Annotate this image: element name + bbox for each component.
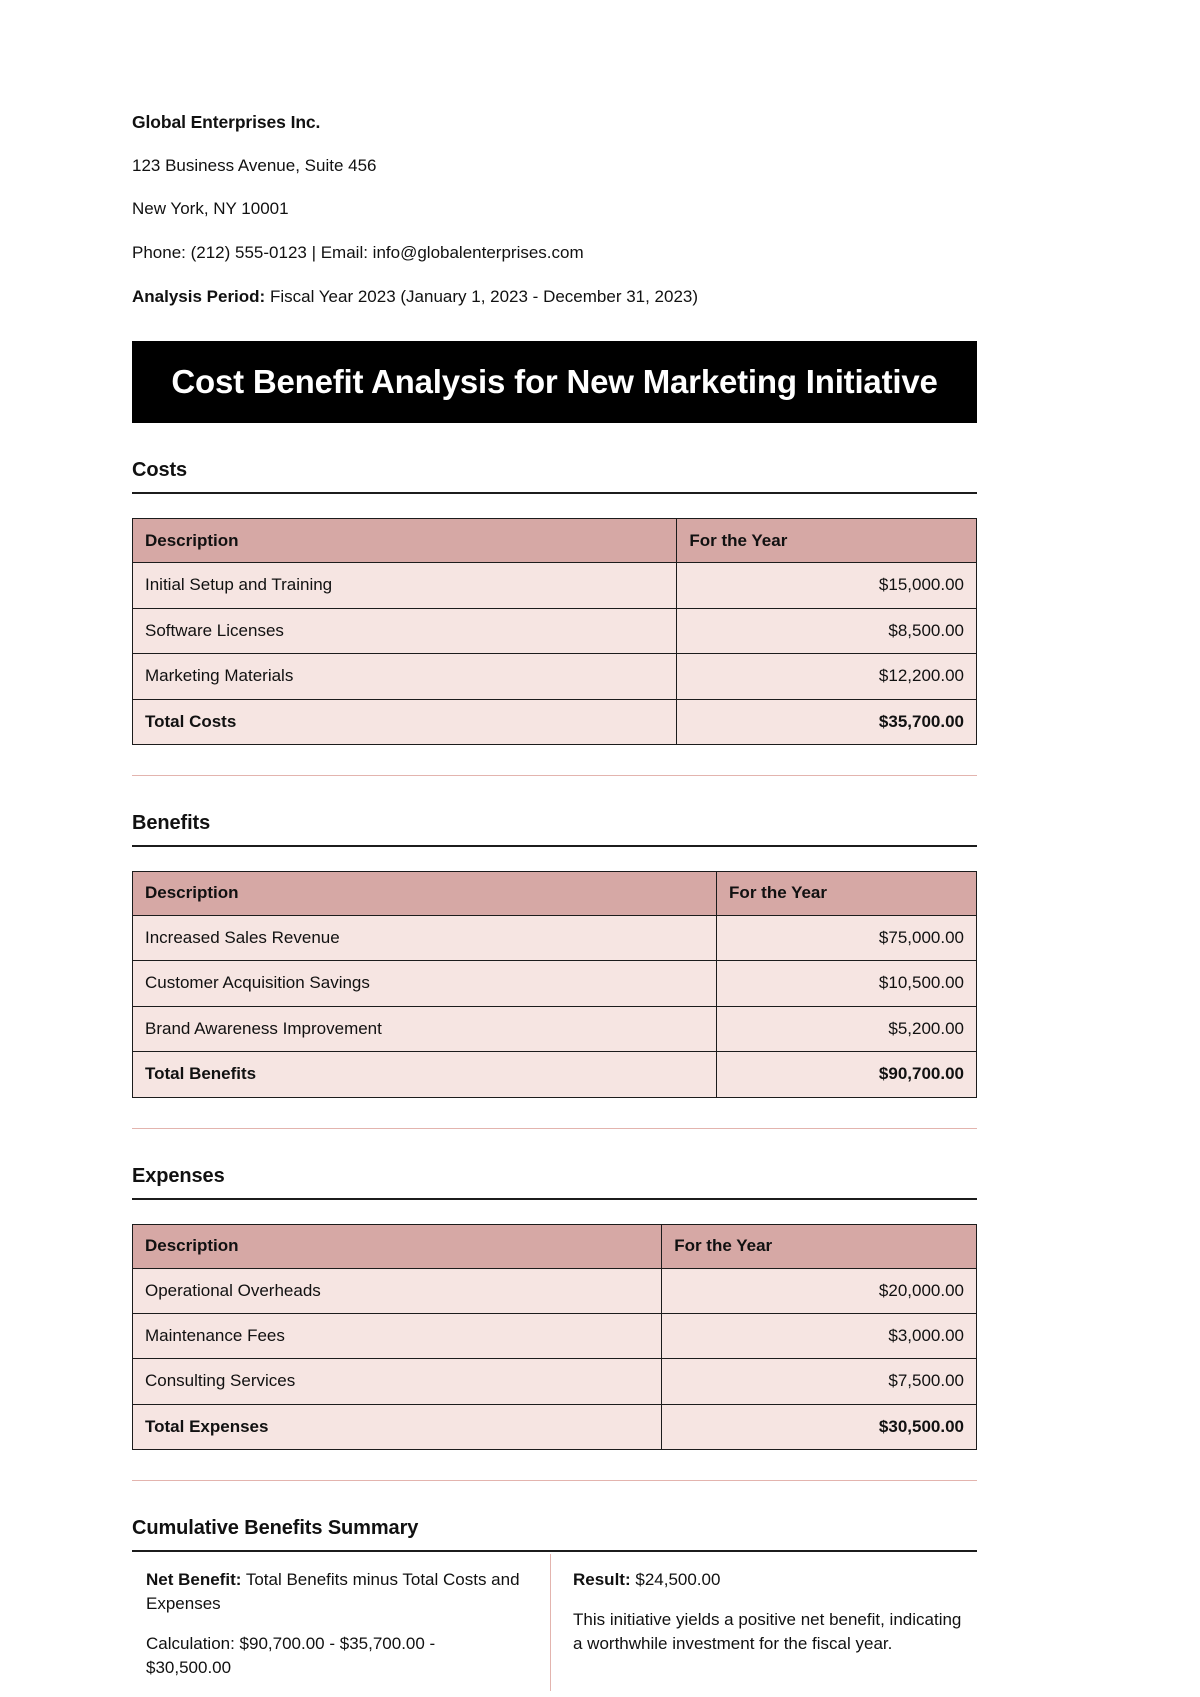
section-summary (132, 1517, 977, 1691)
section-benefits (132, 812, 977, 1129)
result-value: $24,500.00 (635, 1570, 721, 1590)
row-description: Operational Overheads (133, 1268, 662, 1313)
section-divider (132, 775, 977, 776)
costs-table (132, 518, 977, 745)
row-amount: $7,500.00 (662, 1359, 977, 1404)
company-address-street: 123 Business Avenue, Suite 456 (132, 156, 377, 175)
section-rule-benefits (132, 845, 977, 847)
column-header-amount: For the Year (677, 519, 977, 563)
section-rule-costs (132, 492, 977, 494)
net-benefit-text: Total Benefits minus Total Costs and Expenses (146, 1570, 520, 1614)
row-amount: $8,500.00 (677, 608, 977, 653)
summary-body (132, 1554, 977, 1691)
analysis-period (132, 286, 977, 307)
table-header-row (133, 1224, 977, 1268)
row-description: Marketing Materials (133, 654, 677, 699)
table-row (133, 915, 977, 960)
row-description: Consulting Services (133, 1359, 662, 1404)
document-title: Cost Benefit Analysis for New Marketing Initiative (171, 363, 938, 401)
total-label: Total Expenses (133, 1404, 662, 1449)
section-divider (132, 1128, 977, 1129)
column-header-description: Description (133, 519, 677, 563)
section-heading-summary: Cumulative Benefits Summary (132, 1517, 419, 1540)
table-row (133, 1313, 977, 1358)
row-description: Initial Setup and Training (133, 563, 677, 608)
section-costs (132, 459, 977, 776)
result-line (573, 1568, 967, 1592)
row-amount: $75,000.00 (717, 915, 977, 960)
section-heading-costs: Costs (132, 459, 188, 482)
row-description: Brand Awareness Improvement (133, 1006, 717, 1051)
result-note: This initiative yields a positive net benefit, indicating a worthwhile investment for the fiscal year. (573, 1610, 962, 1654)
column-header-amount: For the Year (662, 1224, 977, 1268)
table-row (133, 654, 977, 699)
table-row (133, 961, 977, 1006)
column-header-amount: For the Year (717, 871, 977, 915)
table-row (133, 1268, 977, 1313)
analysis-period-value: Fiscal Year 2023 (January 1, 2023 - December 31, 2023) (269, 287, 699, 307)
row-amount: $10,500.00 (717, 961, 977, 1006)
table-row (133, 563, 977, 608)
summary-right-column (550, 1554, 977, 1691)
calculation-line: Calculation: $90,700.00 - $35,700.00 - $30,500.00 (146, 1634, 436, 1678)
company-contact: Phone: (212) 555-0123 | Email: info@globalenterprises.com (132, 242, 584, 262)
section-divider (132, 1480, 977, 1481)
table-row (133, 1006, 977, 1051)
row-description: Customer Acquisition Savings (133, 961, 717, 1006)
table-row (133, 1359, 977, 1404)
benefits-table (132, 871, 977, 1098)
table-total-row (133, 699, 977, 744)
row-amount: $20,000.00 (662, 1268, 977, 1313)
expenses-table (132, 1224, 977, 1451)
table-header-row (133, 519, 977, 563)
summary-left-column (132, 1554, 550, 1691)
table-total-row (133, 1404, 977, 1449)
section-heading-expenses: Expenses (132, 1164, 225, 1187)
section-heading-benefits: Benefits (132, 811, 211, 834)
table-total-row (133, 1052, 977, 1097)
company-name: Global Enterprises Inc. (132, 112, 321, 132)
column-header-description: Description (133, 871, 717, 915)
total-label: Total Benefits (133, 1052, 717, 1097)
row-description: Software Licenses (133, 608, 677, 653)
table-row (133, 608, 977, 653)
document-content (132, 112, 977, 1691)
title-banner (132, 341, 977, 423)
row-description: Increased Sales Revenue (133, 915, 717, 960)
table-header-row (133, 871, 977, 915)
row-description: Maintenance Fees (133, 1313, 662, 1358)
column-header-description: Description (133, 1224, 662, 1268)
row-amount: $12,200.00 (677, 654, 977, 699)
row-amount: $5,200.00 (717, 1006, 977, 1051)
section-expenses (132, 1165, 977, 1482)
row-amount: $15,000.00 (677, 563, 977, 608)
total-amount: $35,700.00 (677, 699, 977, 744)
result-label: Result: (573, 1570, 631, 1590)
analysis-period-label: Analysis Period: (132, 287, 266, 307)
total-amount: $30,500.00 (662, 1404, 977, 1449)
row-amount: $3,000.00 (662, 1313, 977, 1358)
company-address-city: New York, NY 10001 (132, 199, 289, 219)
total-amount: $90,700.00 (717, 1052, 977, 1097)
section-rule-expenses (132, 1198, 977, 1200)
net-benefit-line (146, 1568, 524, 1616)
section-rule-summary (132, 1550, 977, 1552)
net-benefit-label: Net Benefit: (146, 1570, 242, 1590)
letterhead (132, 112, 977, 307)
total-label: Total Costs (133, 699, 677, 744)
